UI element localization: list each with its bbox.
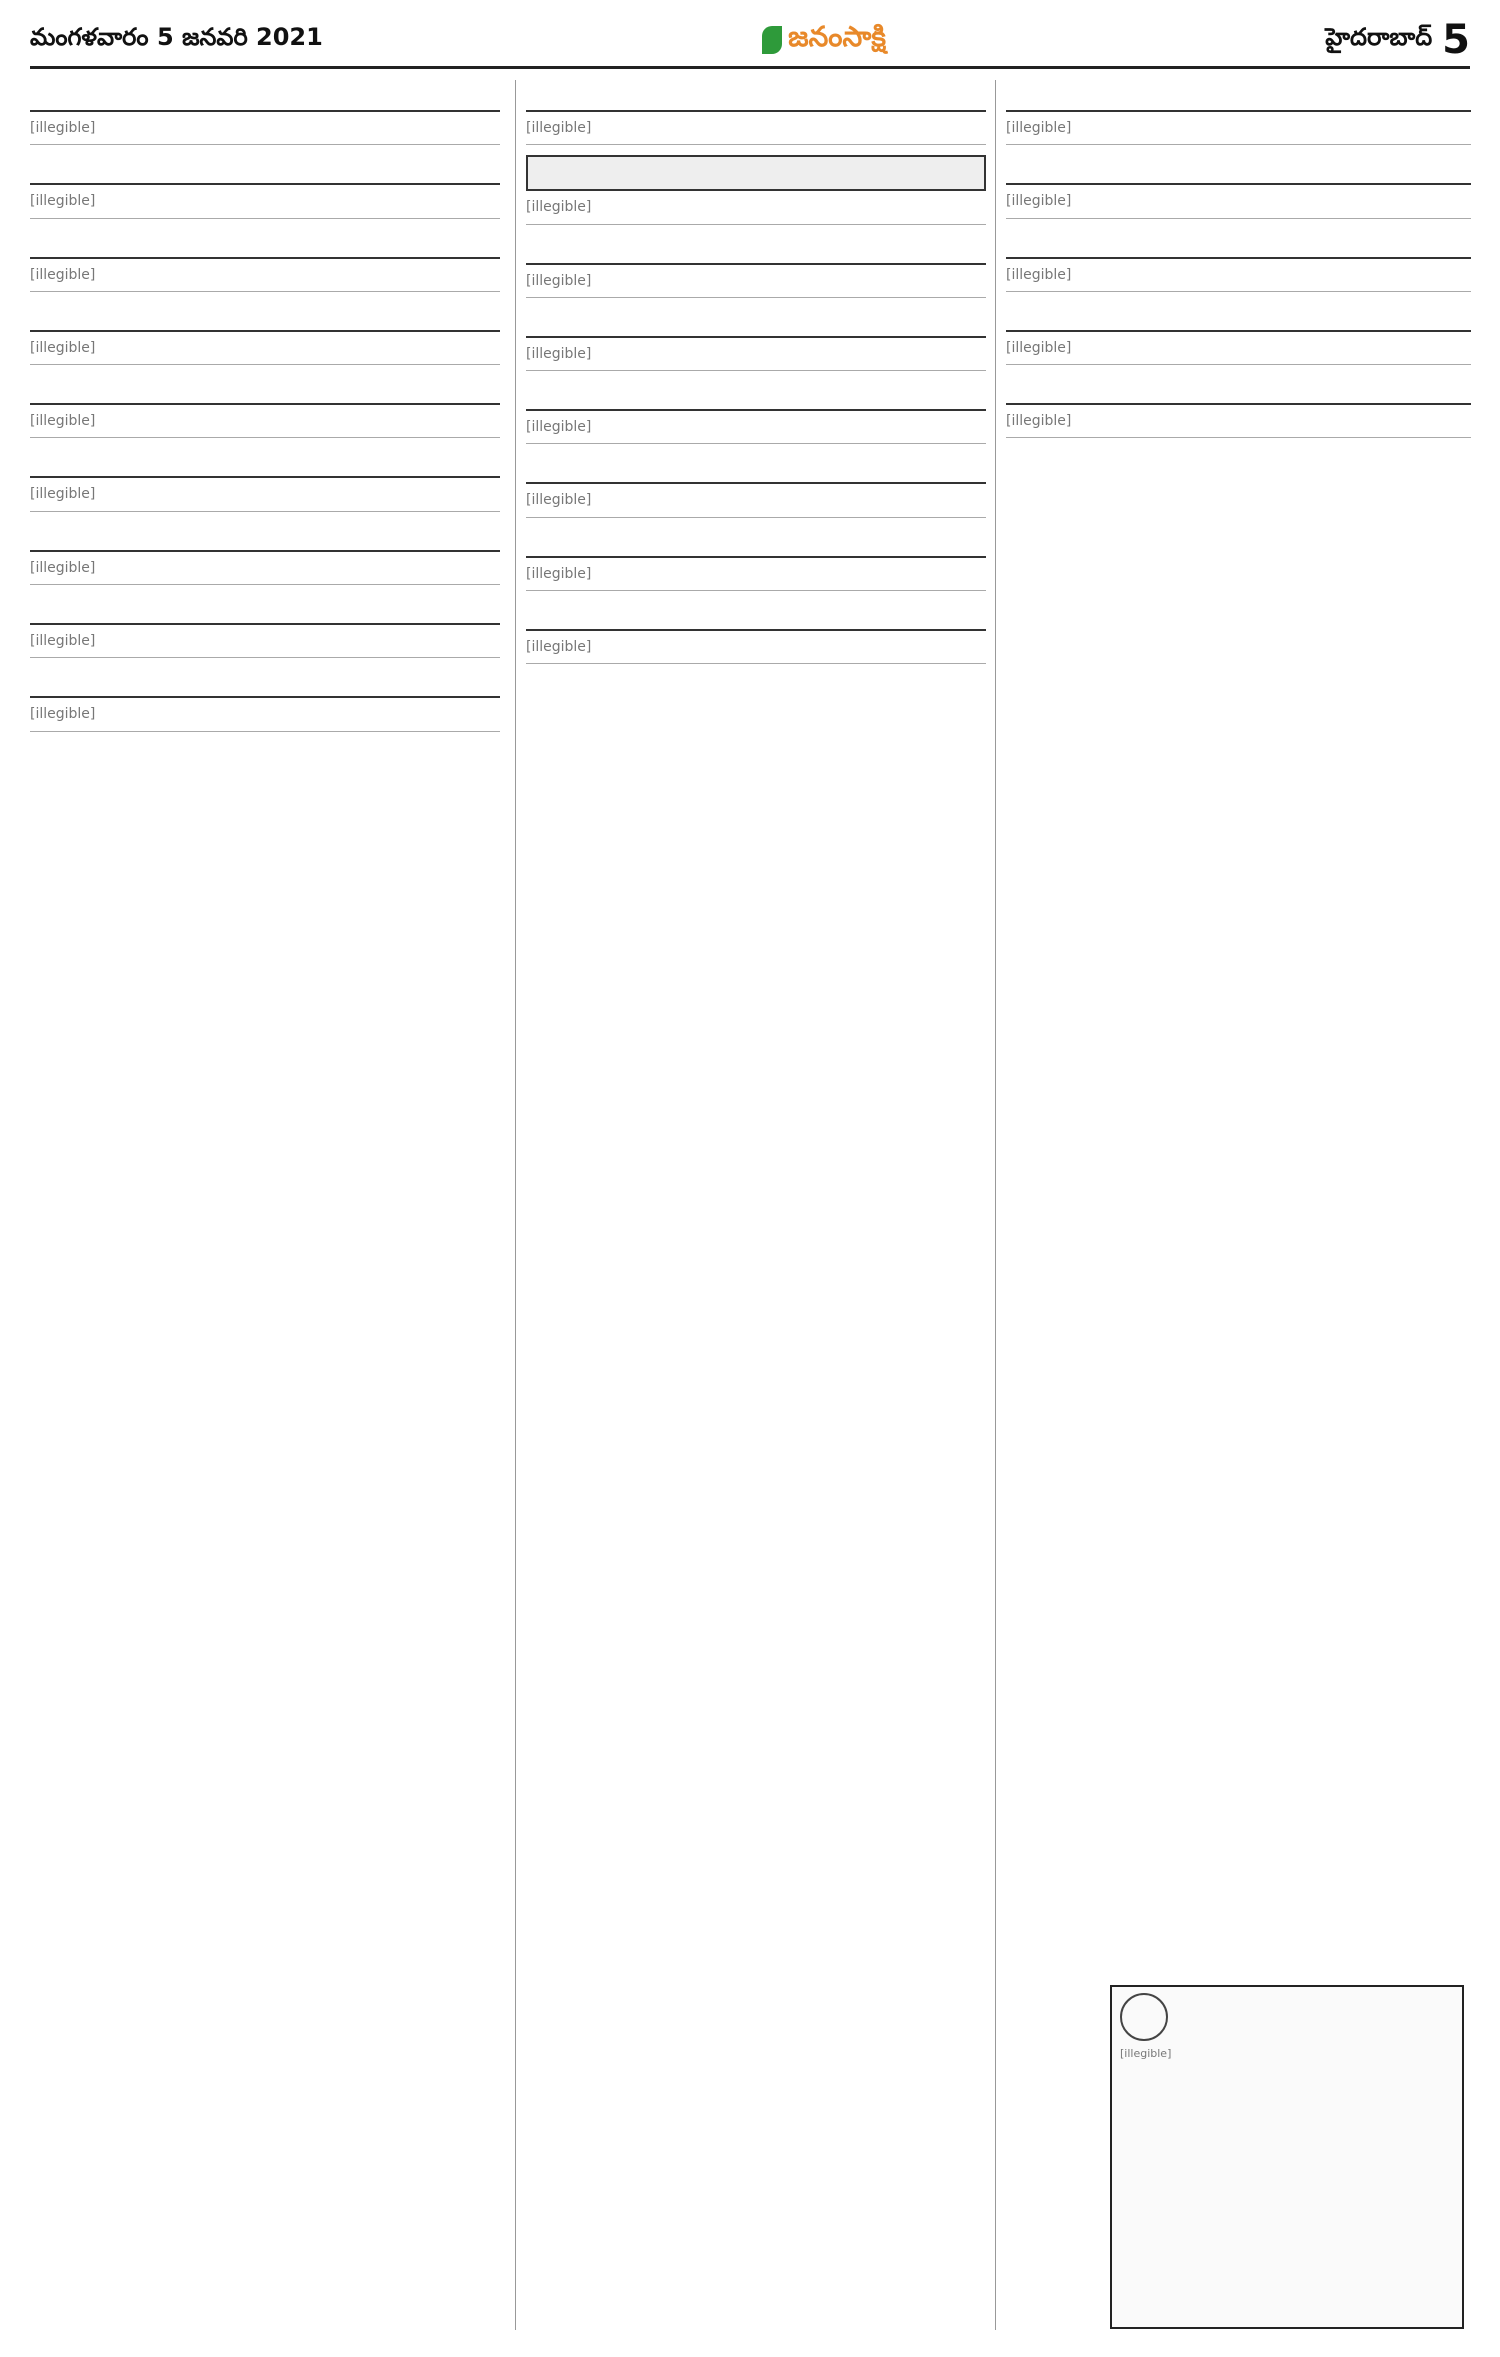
masthead-title: జనంసాక్షి [788,20,886,53]
ad-body: [illegible] [1120,2047,1172,2060]
page-header [30,14,1470,69]
news-article [30,82,500,145]
article-headline [30,375,500,405]
article-body: [illegible] [526,120,592,136]
article-headline [526,235,986,265]
article-body: [illegible] [526,419,592,436]
article-body: [illegible] [30,193,96,210]
news-article [30,229,500,292]
article-body: [illegible] [30,486,96,503]
news-article [30,375,500,438]
article-headline [30,229,500,259]
city-name: హైదరాబాద్ [1325,23,1433,51]
government-notice-ad [1110,1985,1464,2329]
news-article [526,235,986,298]
article-body: [illegible] [1006,266,1072,283]
article-headline [30,448,500,478]
article-body: [illegible] [30,266,96,283]
article-headline [30,595,500,625]
article-headline [526,308,986,338]
article-headline [1006,375,1471,405]
leaf-logo-icon [762,26,782,54]
article-headline [30,302,500,332]
news-article [1006,229,1471,292]
article-body: [illegible] [1006,193,1072,210]
article-headline [526,381,986,411]
news-article [30,522,500,585]
column-middle [515,80,986,2330]
article-body: [illegible] [1006,413,1072,430]
government-emblem-icon [1120,1993,1168,2041]
header-right [1325,17,1470,63]
article-headline [526,601,986,631]
article-headline [1006,82,1471,112]
article-body: [illegible] [526,272,592,289]
news-article [526,82,986,145]
article-body: [illegible] [526,565,592,582]
news-article [526,528,986,591]
issue-date: మంగళవారం 5 జనవరి 2021 [30,23,323,51]
article-headline [30,155,500,185]
news-article [30,155,500,218]
news-article [1006,375,1471,438]
news-article [30,595,500,658]
article-body: [illegible] [30,413,96,430]
article-headline [1006,302,1471,332]
news-article [1006,155,1471,218]
news-article [526,155,986,224]
article-headline [30,668,500,698]
article-body: [illegible] [1006,120,1072,136]
article-headline [526,454,986,484]
article-headline [1006,229,1471,259]
page-number: 5 [1442,17,1470,63]
article-body: [illegible] [526,199,592,216]
article-body: [illegible] [526,492,592,509]
article-headline [30,522,500,552]
article-body: [illegible] [526,345,592,362]
masthead [762,20,886,60]
article-headline [526,528,986,558]
news-article [526,601,986,664]
news-article [1006,302,1471,365]
article-body: [illegible] [30,559,96,576]
news-article [526,308,986,371]
article-headline [526,82,986,112]
article-body: [illegible] [1006,339,1072,356]
article-headline [1006,155,1471,185]
article-body: [illegible] [526,639,592,656]
news-article [30,448,500,511]
news-article [1006,82,1471,145]
column-left [30,80,500,2330]
news-article [526,381,986,444]
article-body: [illegible] [30,633,96,650]
article-body: [illegible] [30,706,96,723]
article-headline [526,155,986,191]
article-body: [illegible] [30,120,96,136]
article-body: [illegible] [30,339,96,356]
news-article [30,668,500,731]
article-headline [30,82,500,112]
news-article [30,302,500,365]
news-article [526,454,986,517]
